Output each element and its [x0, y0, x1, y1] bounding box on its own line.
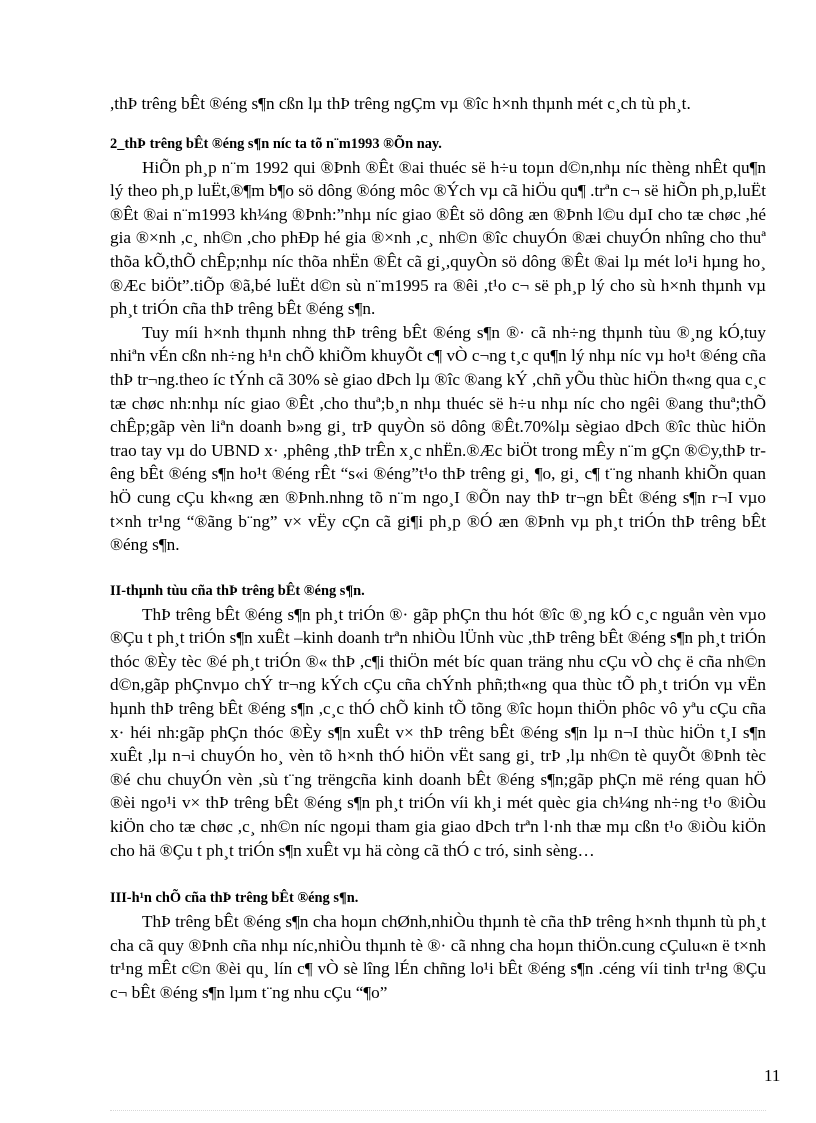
footer-divider: [110, 1110, 766, 1111]
section-heading-2: 2_thÞ trêng bÊt ®éng s¶n níc ta tõ n¨m1993 ®Õn nay.: [110, 135, 442, 152]
paragraph-achievements: ThÞ trêng bÊt ®éng s¶n ph¸t triÓn ®· gãp phÇn thu hót ®îc ®¸ng kÓ c¸c nguån vèn vµo ®Çu t ph¸t triÓn s¶n xuÊt –kinh doanh trªn nhiÒu lÜnh vùc ,thÞ trêng bÊt ®éng s¶n ph¸t triÓn thóc ®Èy tèc ®é ph¸t triÓn ®« thÞ ,c¶i thiÖn mét bíc quan träng nhu cÇu vÒ chç ë cña nh©n d©n,gãp phÇnvµo chÝ tr¬ng kÝch cÇu cña chÝnh phñ;th«ng qua thùc tÕ ph¸t triÓn vµ vËn hµnh thÞ trêng bÊt ®éng s¶n ,c¸c thÓ chÕ kinh tÕ tõng ®îc hoµn thiÖn phôc vô yªu cÇu cña x· héi nh:gãp phÇn thóc ®Èy s¶n xuÊt v× thÞ trêng bÊt ®éng s¶n lµ n¬I thùc hiÖn t¸I s¶n xuÊt ,lµ n¬i chuyÓn ho¸ vèn tõ h×nh thÓ hiÖn vËt sang gi¸ trÞ ,lµ nh©n tè quyÕt ®Þnh tèc ®é chu chuyÓn vèn ,sù t¨ng trëngcña kinh doanh bÊt ®éng s¶n;gãp phÇn më réng quan hÖ ®èi ngo¹i v× thÞ trêng bÊt ®éng s¶n ph¸t triÓn víi kh¸i mét quèc gia ch¼ng nh÷ng t¹o ®iÒu kiÖn cho tæ chøc ,c¸ nh©n níc ngoµi tham gia giao dÞch trªn l·nh thæ mµ cßn t¹o ®iÒu kiÖn cho hä ®Çu t ph¸t triÓn s¶n xuÊt vµ hä còng cã thÓ c tró, sinh sèng…: [110, 604, 766, 860]
paragraph-constitution-1992: HiÕn ph¸p n¨m 1992 qui ®Þnh ®Êt ®ai thuéc së h÷u toµn d©n,nhµ níc thèng nhÊt qu¶n lý theo ph¸p luËt,®¶m b¶o sö dông ®óng môc ®Ých vµ cã hiÖu qu¶ .trªn c¬ së hiÕn ph¸p,luËt ®Êt ®ai n¨m1993 kh¼ng ®Þnh:”nhµ níc giao ®Êt sö dông æn ®Þnh l©u dµI cho tæ chøc ,hé gia ®×nh ,c¸ nh©n ,cho phÐp hé gia ®×nh ,c¸ nh©n ®îc chuyÓn ®æi chuyÓn nhîng cho thuª thõa kÕ,thÕ chÊp;nhµ níc thõa nhËn ®Êt cã gi¸,quyÒn sö dông ®Êt ®ai lµ mét lo¹i hµng ho¸ ®Æc biÖt”.tiÕp ®ã,bé luËt d©n sù n¨m1995 ra ®êi ,t¹o c¬ së ph¸p lý cho sù h×nh thµnh vµ ph¸t triÓn cña thÞ trêng bÊt ®éng s¶n.: [110, 157, 766, 319]
document-body: [110, 92, 766, 1005]
section-heading-limitations: III-h¹n chÕ cña thÞ trêng bÊt ®éng s¶n.: [110, 890, 359, 907]
page-number: 11: [764, 1066, 781, 1085]
section-heading-achievements: II-thµnh tùu cña thÞ trêng bÊt ®éng s¶n.: [110, 582, 365, 599]
paragraph-intro-continuation: ,thÞ trêng bÊt ®éng s¶n cßn lµ thÞ trêng ngÇm vµ ®îc h×nh thµnh mét c¸ch tù ph¸t.: [110, 94, 691, 113]
paragraph-limitations: ThÞ trêng bÊt ®éng s¶n cha hoµn chØnh,nhiÒu thµnh tè cña thÞ trêng h×nh thµnh tù ph¸t cha cã quy ®Þnh cña nhµ níc,nhiÒu thµnh tè ®· cã nhng cha hoµn thiÖn.cung cÇulu«n ë t×nh tr¹ng mÊt c©n ®èi qu¸ lín c¶ vÒ sè lîng lÉn chñng lo¹i bÊt ®éng s¶n .céng víi tinh tr¹ng ®Çu c¬ bÊt ®éng s¶n lµm t¨ng nhu cÇu “¶o”: [110, 912, 766, 1002]
paragraph-market-status: Tuy míi h×nh thµnh nhng thÞ trêng bÊt ®éng s¶n ®· cã nh÷ng thµnh tùu ®¸ng kÓ,tuy nhiªn vÉn cßn nh÷ng h¹n chÕ khiÕm khuyÕt c¶ vÒ c¬ng t¸c qu¶n lý nhµ níc vµ ho¹t ®éng cña thÞ tr¬ng.theo íc tÝnh cã 30% sè giao dÞch lµ ®îc ®ang kÝ ,chñ yÕu thùc hiÖn th«ng qua c¸c tæ chøc nh:nhµ níc giao ®Êt ,cho thuª;b¸n nhµ thuéc së h÷u nhµ níc cho ngêi ®ang thuª;thÕ chÊp;gãp vèn liªn doanh b»ng gi¸ trÞ quyÒn sö dông ®Êt.70%lµ sègiao dÞch ®îc thùc hiÖn trao tay vµ do UBND x· ,phêng ,thÞ trÊn x¸c nhËn.®Æc biÖt trong mÊy n¨m gÇn ®©y,thÞ trêng bÊt ®éng s¶n ho¹t ®éng rÊt “s«i ®éng”t¹o thÞ trêng gi¸ ¶o, gi¸ c¶ t¨ng nhanh khiÕn quan hÖ cung cÇu kh«ng æn ®Þnh.nhng tõ n¨m ngo¸I ®Õn nay thÞ tr¬gn bÊt ®éng s¶n r¬I vµo t×nh tr¹ng “®ãng b¨ng” v× vËy cÇn cã gi¶i ph¸p ®Ó æn ®Þnh vµ ph¸t triÓn thÞ trêng bÊt ®éng s¶n.: [110, 322, 766, 555]
